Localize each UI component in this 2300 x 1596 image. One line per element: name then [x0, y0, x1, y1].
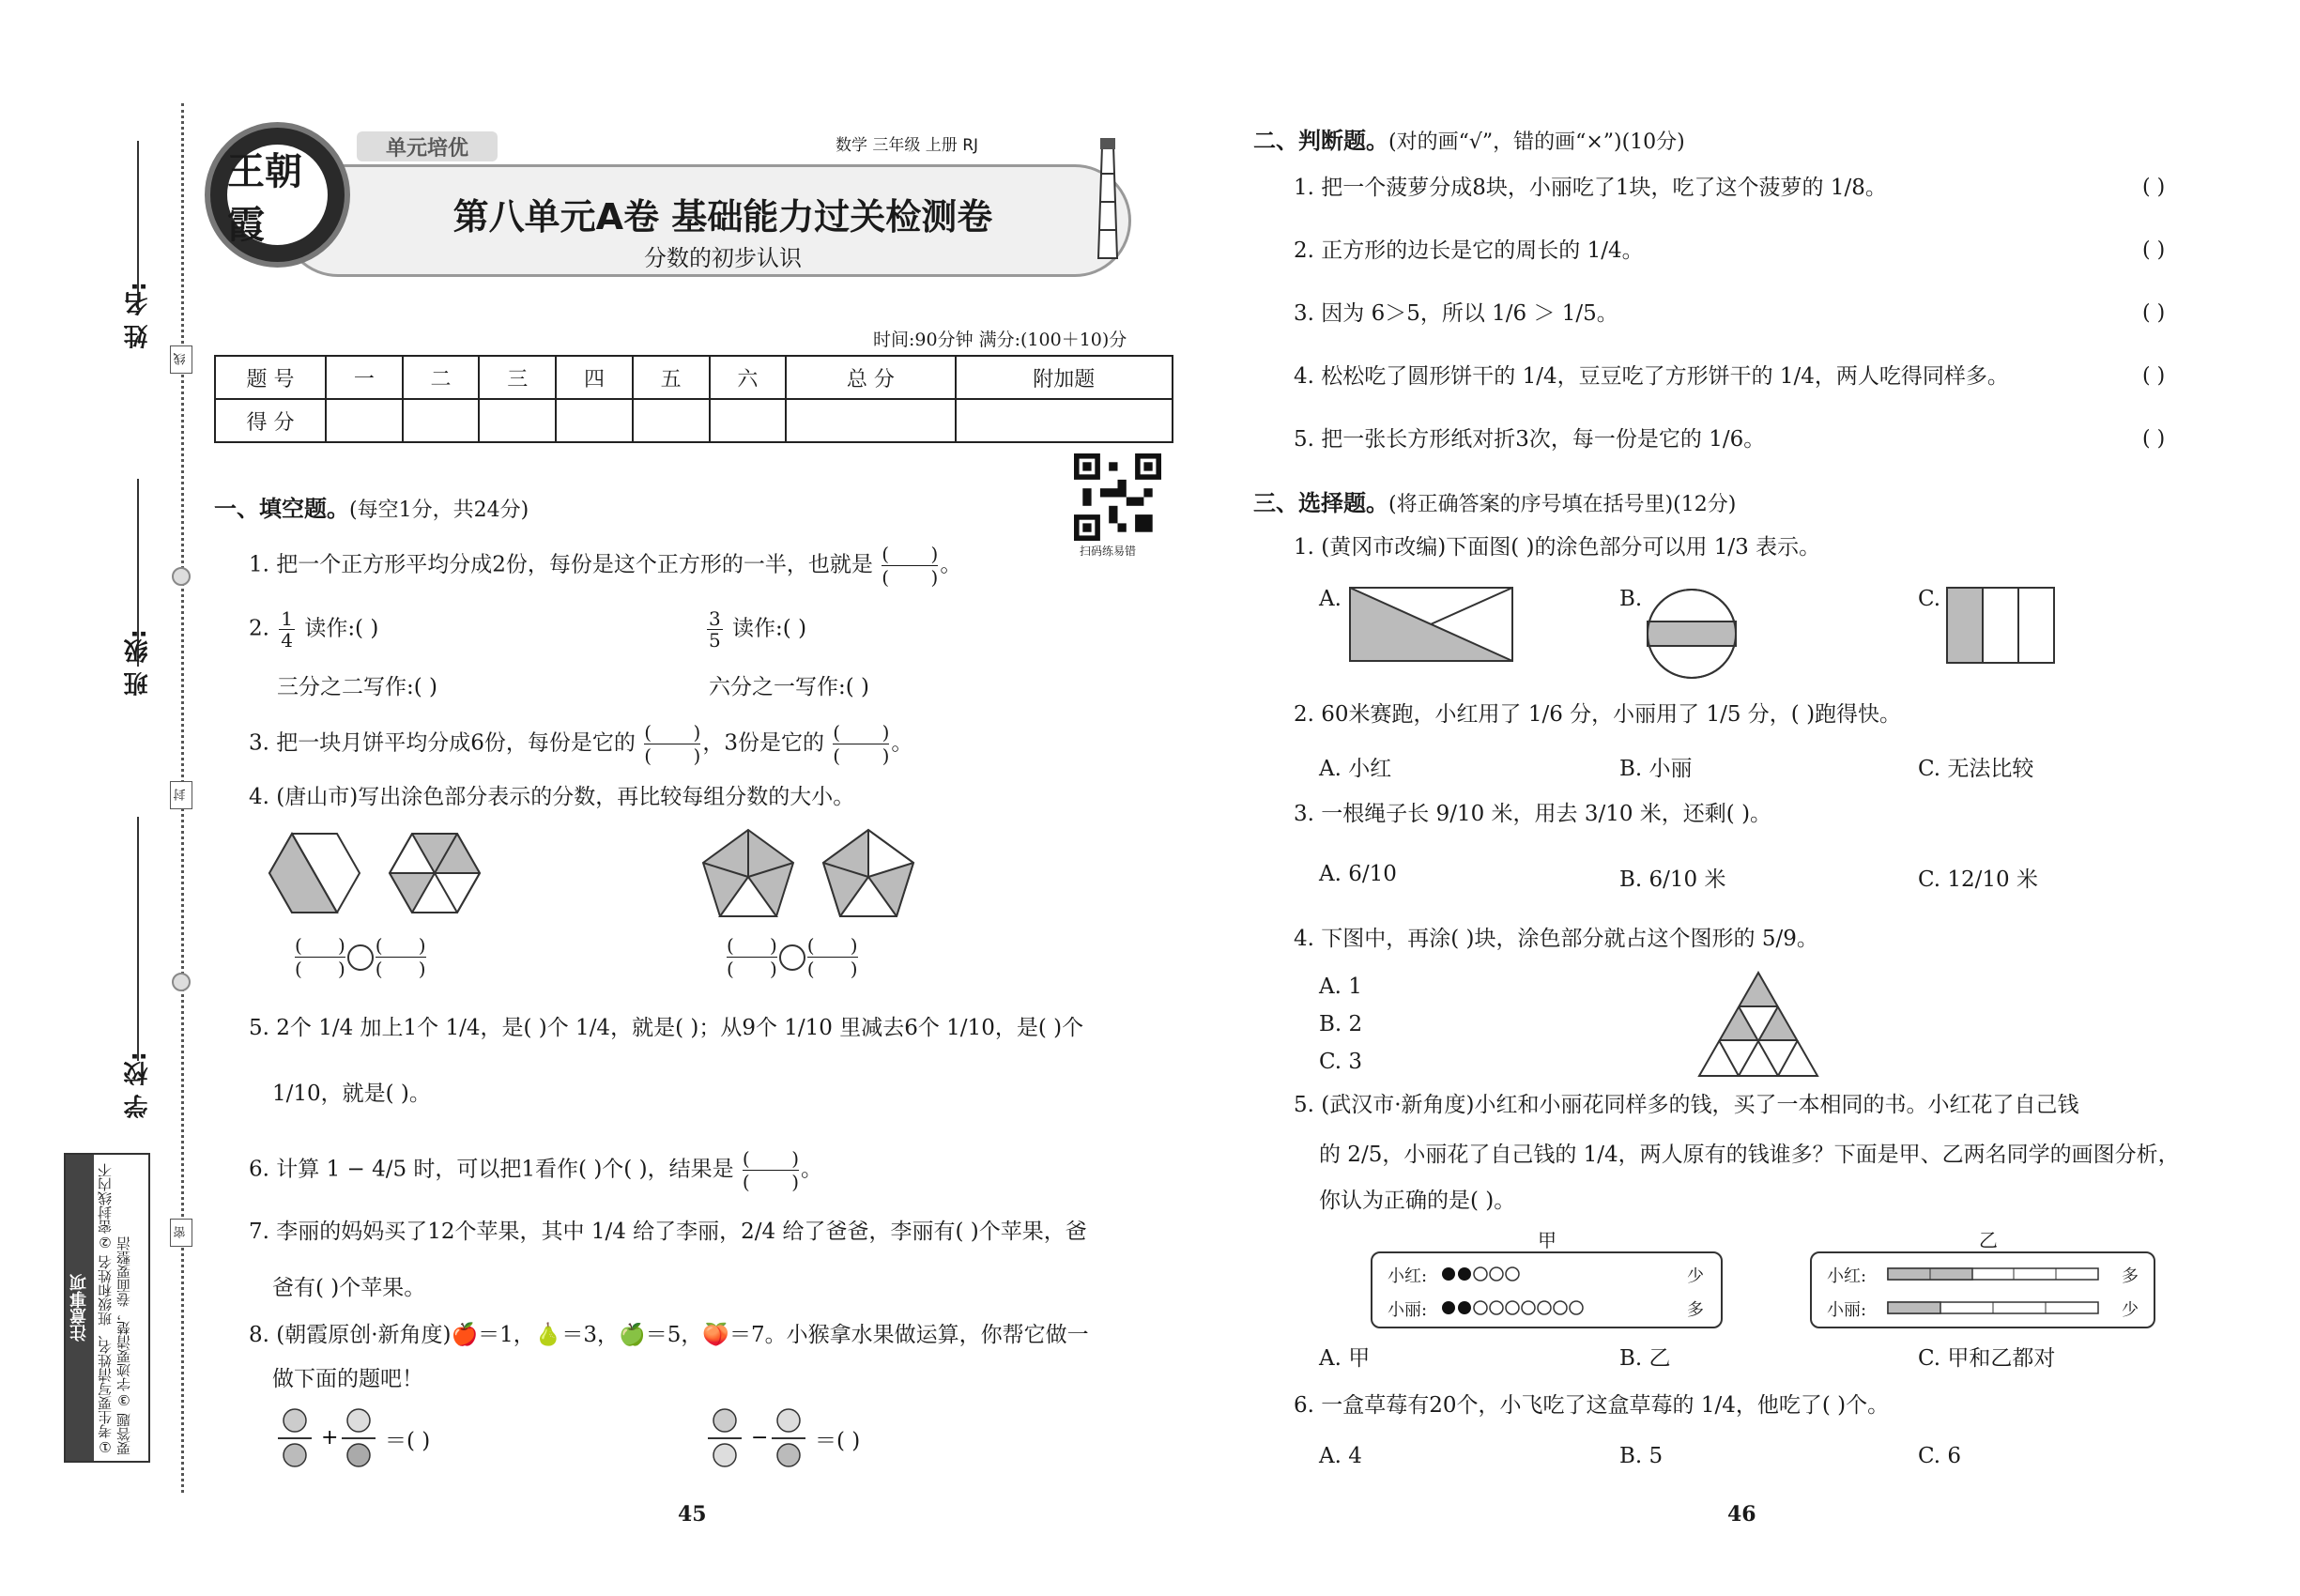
choice-q1-opt-a[interactable]: A.	[1319, 587, 1342, 611]
section2-heading: 二、判断题。	[1253, 128, 1388, 154]
diagram-a-row2: 小丽:	[1388, 1300, 1428, 1320]
compare-blank-2[interactable]	[725, 934, 860, 980]
section3-note: (将正确答案的序号填在括号里)(12分)	[1388, 493, 1737, 516]
mark-seal: 封	[170, 781, 192, 809]
qr-code-icon[interactable]	[1074, 453, 1161, 541]
score-table	[214, 355, 1173, 443]
denominator: 5	[709, 629, 721, 652]
mark-line: 线	[170, 345, 192, 374]
choice-q3-opt-c[interactable]: C. 12/10 米	[1918, 867, 2038, 892]
fraction-answer-blank[interactable]: ( ) ( )	[727, 934, 777, 980]
apple-icon	[284, 1409, 306, 1432]
score-cell: 四	[556, 356, 633, 399]
fraction-answer-blank[interactable]: ( ) ( )	[833, 721, 890, 767]
choice-q1-opt-b[interactable]: B.	[1619, 587, 1643, 611]
numerator: 1	[281, 607, 293, 630]
score-cell: 六	[710, 356, 787, 399]
fruit-equation-1	[274, 1406, 396, 1470]
diagram-b-row2: 小丽:	[1827, 1300, 1867, 1320]
compare-blank-1[interactable]	[293, 934, 428, 980]
score-cell: 一	[326, 356, 403, 399]
fill-q8-line2: 做下面的题吧！	[272, 1367, 423, 1391]
judge-answer-4[interactable]: ( )	[2142, 364, 2166, 388]
score-cell: 二	[403, 356, 480, 399]
svg-text:−: −	[751, 1426, 769, 1450]
score-input[interactable]	[403, 399, 480, 442]
name-label: 姓 名:	[124, 282, 152, 349]
score-cell: 三	[479, 356, 556, 399]
pentagon-right	[823, 830, 913, 916]
choice-q3-opt-a[interactable]: A. 6/10	[1319, 862, 1397, 886]
class-label: 班 级:	[124, 629, 152, 697]
binding-hole	[172, 973, 191, 991]
score-input[interactable]	[956, 399, 1173, 442]
choice-q1: 1. (黄冈市改编)下面图( )的涂色部分可以用 1/3 表示。	[1294, 535, 1821, 560]
judge-item-5: 5. 把一张长方形纸对折3次，每一份是它的 1/6。	[1294, 427, 1766, 452]
fill-q1: 1. 把一个正方形平均分成2份，每份是这个正方形的一半，也就是 ( ) ( ) 。	[249, 543, 962, 589]
brand-logo	[205, 122, 350, 268]
numerator: 3	[709, 607, 721, 630]
page-number-right: 46	[1727, 1502, 1756, 1527]
fill-q3-mid: ，3份是它的	[702, 730, 824, 756]
score-cell: 得 分	[215, 399, 326, 442]
choice-q5-line2: 的 2/5，小丽花了自己钱的 1/4，两人原有的钱谁多？下面是甲、乙两名同学的画图分析，	[1319, 1143, 2180, 1167]
choice-q5-line1: 5. (武汉市·新角度)小红和小丽花同样多的钱，买了一本相同的书。小红花了自己钱	[1294, 1093, 2079, 1117]
fill-q3	[249, 721, 912, 767]
school-underline	[137, 817, 139, 1061]
time-info: 时间:90分钟 满分:(100＋10)分	[873, 330, 1127, 350]
green-apple-icon	[284, 1444, 306, 1466]
apple-icon	[777, 1444, 800, 1466]
choice-q6-opt-c[interactable]: C. 6	[1918, 1444, 1962, 1468]
score-input[interactable]	[633, 399, 710, 442]
notice-text: ①考生要写清姓名、班级和姓名 ②密封线内不要答题 ③字迹要清楚，卷面要整洁	[97, 1163, 132, 1455]
choice-q6: 6. 一盒草莓有20个，小飞吃了这盒草莓的 1/4，他吃了( )个。	[1294, 1393, 1890, 1418]
section1-title	[214, 490, 529, 523]
fill-q8-line1: 8. (朝霞原创·新角度)🍎＝1，🍐＝3，🍏＝5，🍑＝7。小猴拿水果做运算，你帮它做一	[249, 1323, 1089, 1347]
fraction-1-4	[279, 608, 295, 651]
denominator: 4	[281, 629, 293, 652]
choice-q5-line3: 你认为正确的是( )。	[1319, 1189, 1516, 1213]
compare-circle[interactable]	[779, 944, 805, 971]
fruit-equation-2	[704, 1406, 826, 1470]
score-cell: 总 分	[786, 356, 955, 399]
page-title: 第八单元A卷 基础能力过关检测卷	[452, 196, 993, 238]
fill-q7-line1: 7. 李丽的妈妈买了12个苹果，其中 1/4 给了李丽，2/4 给了爸爸，李丽有( )个苹果，爸	[249, 1220, 1087, 1244]
q2-num: 2.	[249, 616, 269, 641]
section2-title	[1253, 122, 1685, 155]
score-cell: 题 号	[215, 356, 326, 399]
hexagon-right	[390, 834, 480, 913]
fruit-eq1-answer[interactable]: ＝( )	[385, 1429, 431, 1453]
choice-q5-opt-b[interactable]: B. 乙	[1619, 1346, 1671, 1371]
page-number-left: 45	[678, 1502, 707, 1527]
notice-box	[64, 1153, 150, 1463]
pentagon-figures	[699, 824, 934, 928]
choice-q4-opt-b[interactable]: B. 2	[1319, 1012, 1363, 1036]
fill-q4: 4. (唐山市)写出涂色部分表示的分数，再比较每组分数的大小。	[249, 785, 855, 809]
svg-text:+: +	[321, 1426, 339, 1450]
choice-q4-opt-c[interactable]: C. 3	[1319, 1050, 1363, 1074]
fraction-3-5	[707, 608, 723, 651]
choice-q5-opt-a[interactable]: A. 甲	[1319, 1346, 1371, 1371]
choice-q6-opt-a[interactable]: A. 4	[1319, 1444, 1362, 1468]
fill-q1-text: 1. 把一个正方形平均分成2份，每份是这个正方形的一半，也就是	[249, 552, 873, 577]
choice-q2: 2. 60米赛跑，小红用了 1/6 分，小丽用了 1/5 分，( )跑得快。	[1294, 702, 1902, 727]
choice-q2-opt-c[interactable]: C. 无法比较	[1918, 757, 2034, 781]
fill-q2d[interactable]: 六分之一写作:( )	[709, 675, 870, 699]
fill-q2c[interactable]: 三分之二写作:( )	[277, 675, 438, 699]
fraction-answer-blank[interactable]: ( ) ( )	[644, 721, 701, 767]
fill-q5-line1: 5. 2个 1/4 加上1个 1/4，是( )个 1/4，就是( )；从9个 1/10 里减去6个 1/10，是( )个	[249, 1016, 1084, 1040]
diagram-b-tag1: 多	[2122, 1266, 2139, 1286]
rectangle-figure-a	[1349, 587, 1513, 662]
score-input[interactable]	[479, 399, 556, 442]
judge-item-1: 1. 把一个菠萝分成8块，小丽吃了1块，吃了这个菠萝的 1/8。	[1294, 176, 1887, 200]
fraction-answer-blank[interactable]: ( ) ( )	[295, 934, 345, 980]
page-subtitle: 分数的初步认识	[644, 245, 802, 271]
judge-answer-3[interactable]: ( )	[2142, 301, 2166, 325]
judge-item-2: 2. 正方形的边长是它的周长的 1/4。	[1294, 238, 1644, 263]
judge-answer-1[interactable]: ( )	[2142, 176, 2166, 199]
unit-tag: 单元培优	[357, 131, 498, 161]
grade-info: 数学 三年级 上册 RJ	[836, 136, 979, 155]
score-input[interactable]	[556, 399, 633, 442]
rectangle-figure-c	[1946, 587, 2056, 664]
fill-q2b	[704, 608, 806, 651]
fill-q5-line2: 1/10，就是( )。	[272, 1082, 431, 1106]
score-value-row	[215, 399, 1173, 442]
bar-diagram	[1887, 1266, 2103, 1319]
section1-note: (每空1分，共24分)	[349, 499, 529, 522]
fraction-answer-blank[interactable]: ( ) ( )	[882, 543, 939, 589]
peach-icon	[347, 1444, 370, 1466]
mark-secret: 密	[170, 1219, 192, 1247]
judge-item-3: 3. 因为 6＞5，所以 1/6 ＞ 1/5。	[1294, 301, 1618, 326]
pear-icon	[777, 1409, 800, 1432]
section2-note: (对的画“√”，错的画“×”)(10分)	[1388, 130, 1685, 154]
fill-q7-line2: 爸有( )个苹果。	[272, 1276, 426, 1300]
choice-q2-opt-b[interactable]: B. 小丽	[1619, 757, 1693, 781]
section1-heading: 一、填空题。	[214, 496, 349, 522]
choice-q6-opt-b[interactable]: B. 5	[1619, 1444, 1664, 1468]
score-input[interactable]	[786, 399, 955, 442]
school-label: 学 校:	[124, 1051, 152, 1119]
fruit-eq2-answer[interactable]: ＝( )	[815, 1429, 861, 1453]
diagram-b-box	[1810, 1251, 2155, 1328]
fill-q2a	[249, 608, 378, 651]
diagram-b-label: 乙	[1979, 1229, 1998, 1251]
section3-title	[1253, 484, 1736, 517]
notice-title: 注意事项	[66, 1155, 94, 1461]
choice-q3: 3. 一根绳子长 9/10 米，用去 3/10 米，还剩( )。	[1294, 802, 1772, 826]
choice-q5-opt-c[interactable]: C. 甲和乙都对	[1918, 1346, 2056, 1371]
hexagon-left	[269, 834, 360, 913]
triangle-figure	[1697, 971, 1819, 1078]
fill-q3-text: 3. 把一块月饼平均分成6份，每份是它的	[249, 730, 636, 756]
diagram-a-row1: 小红:	[1388, 1266, 1428, 1286]
q2a-reading[interactable]: 读作:( )	[304, 616, 379, 641]
diagram-a-tag2: 多	[1687, 1300, 1704, 1320]
score-cell: 附加题	[956, 356, 1173, 399]
fraction-answer-blank[interactable]: ( ) ( )	[742, 1147, 799, 1193]
diagram-b-tag2: 少	[2122, 1300, 2139, 1320]
fill-q6: 6. 计算 1 − 4/5 时，可以把1看作( )个( )，结果是 ( ) ( ) 。	[249, 1147, 822, 1193]
choice-q3-opt-b[interactable]: B. 6/10 米	[1619, 867, 1726, 892]
apple-icon	[713, 1409, 736, 1432]
fraction-answer-blank[interactable]: ( ) ( )	[806, 934, 858, 980]
section3-heading: 三、选择题。	[1253, 490, 1388, 516]
score-header-row	[215, 356, 1173, 399]
score-input[interactable]	[710, 399, 787, 442]
apple-icon	[347, 1409, 370, 1432]
hexagon-figures	[268, 824, 502, 928]
fill-q6-text: 6. 计算 1 − 4/5 时，可以把1看作( )个( )，结果是	[249, 1157, 734, 1182]
choice-q4-opt-a[interactable]: A. 1	[1319, 974, 1362, 999]
judge-item-4: 4. 松松吃了圆形饼干的 1/4，豆豆吃了方形饼干的 1/4，两人吃得同样多。	[1294, 364, 2009, 389]
diagram-b-row1: 小红:	[1827, 1266, 1867, 1286]
circle-figure-b	[1645, 587, 1739, 681]
binding-hole	[172, 567, 191, 586]
diagram-a-tag1: 少	[1687, 1266, 1704, 1286]
score-cell: 五	[633, 356, 710, 399]
dot-diagram	[1440, 1265, 1665, 1321]
choice-q2-opt-a[interactable]: A. 小红	[1319, 757, 1392, 781]
judge-answer-5[interactable]: ( )	[2142, 427, 2166, 451]
diagram-a-box	[1371, 1251, 1723, 1328]
q2b-reading[interactable]: 读作:( )	[732, 616, 807, 641]
pentagon-left	[703, 830, 793, 916]
compare-circle[interactable]	[347, 944, 374, 971]
fraction-answer-blank[interactable]: ( ) ( )	[375, 934, 426, 980]
choice-q4: 4. 下图中，再涂( )块，涂色部分就占这个图形的 5/9。	[1294, 927, 1818, 951]
fill-q3-end: 。	[891, 730, 913, 756]
lighthouse-icon	[1089, 136, 1127, 268]
qr-caption: 扫码练易错	[1080, 545, 1137, 558]
brand-name: 王朝霞	[227, 145, 328, 245]
score-input[interactable]	[326, 399, 403, 442]
pear-icon	[713, 1444, 736, 1466]
diagram-a-label: 甲	[1538, 1229, 1556, 1251]
judge-answer-2[interactable]: ( )	[2142, 238, 2166, 262]
choice-q1-opt-c[interactable]: C.	[1918, 587, 1941, 611]
